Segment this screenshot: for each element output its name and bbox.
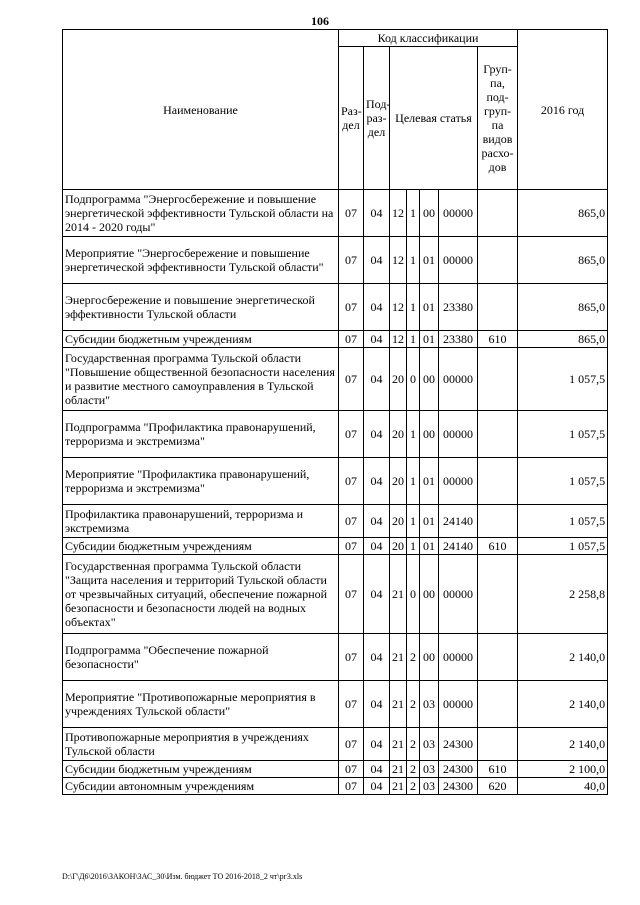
row-amount: 2 140,0 (518, 728, 608, 761)
row-target-event: 01 (420, 538, 439, 555)
row-expense-group: 610 (478, 761, 518, 778)
row-target-subprogram: 2 (407, 728, 420, 761)
row-subsection: 04 (364, 237, 390, 284)
row-expense-group: 620 (478, 778, 518, 795)
row-target-event: 00 (420, 555, 439, 634)
row-subsection: 04 (364, 284, 390, 331)
row-target-direction: 00000 (439, 555, 478, 634)
row-target-program: 21 (390, 761, 407, 778)
row-name: Профилактика правонарушений, терроризма и экстремизма (63, 505, 339, 538)
row-target-event: 03 (420, 778, 439, 795)
row-target-program: 12 (390, 284, 407, 331)
row-target-program: 21 (390, 681, 407, 728)
row-section: 07 (339, 555, 364, 634)
page-number: 106 (311, 14, 329, 28)
row-target-program: 12 (390, 190, 407, 237)
row-section: 07 (339, 411, 364, 458)
row-subsection: 04 (364, 458, 390, 505)
row-name: Мероприятие "Энергосбережение и повышение энергетической эффективности Тульской области" (63, 237, 339, 284)
row-target-direction: 00000 (439, 237, 478, 284)
row-target-program: 20 (390, 348, 407, 411)
header-group: Груп-па, под-груп-па видов расхо-дов (478, 47, 518, 190)
row-target-event: 00 (420, 348, 439, 411)
row-subsection: 04 (364, 190, 390, 237)
row-expense-group: 610 (478, 538, 518, 555)
budget-table (62, 29, 608, 795)
row-target-event: 01 (420, 505, 439, 538)
row-amount: 865,0 (518, 237, 608, 284)
row-target-event: 01 (420, 331, 439, 348)
row-target-subprogram: 0 (407, 348, 420, 411)
table-row (63, 348, 608, 411)
row-target-direction: 24140 (439, 538, 478, 555)
row-target-direction: 24300 (439, 778, 478, 795)
table-row (63, 505, 608, 538)
row-target-event: 01 (420, 237, 439, 284)
row-target-program: 21 (390, 778, 407, 795)
row-target-event: 03 (420, 761, 439, 778)
row-name: Подпрограмма "Профилактика правонарушений, терроризма и экстремизма" (63, 411, 339, 458)
row-section: 07 (339, 681, 364, 728)
row-section: 07 (339, 237, 364, 284)
row-expense-group: 610 (478, 331, 518, 348)
table-row (63, 237, 608, 284)
row-target-event: 00 (420, 190, 439, 237)
row-target-direction: 00000 (439, 348, 478, 411)
row-section: 07 (339, 761, 364, 778)
row-subsection: 04 (364, 681, 390, 728)
row-target-subprogram: 1 (407, 411, 420, 458)
row-subsection: 04 (364, 634, 390, 681)
table-body (63, 190, 608, 795)
row-target-subprogram: 2 (407, 681, 420, 728)
row-name: Субсидии бюджетным учреждениям (63, 331, 339, 348)
header-section: Раз-дел (339, 47, 364, 190)
row-section: 07 (339, 348, 364, 411)
row-target-program: 12 (390, 237, 407, 284)
header-code: Код классификации (339, 30, 518, 47)
row-amount: 1 057,5 (518, 411, 608, 458)
row-expense-group (478, 348, 518, 411)
row-section: 07 (339, 538, 364, 555)
row-amount: 40,0 (518, 778, 608, 795)
table-row (63, 555, 608, 634)
table-row (63, 458, 608, 505)
row-subsection: 04 (364, 331, 390, 348)
row-section: 07 (339, 728, 364, 761)
row-target-direction: 23380 (439, 331, 478, 348)
row-section: 07 (339, 505, 364, 538)
row-subsection: 04 (364, 778, 390, 795)
header-subsection: Под-раз-дел (364, 47, 390, 190)
row-amount: 1 057,5 (518, 538, 608, 555)
table-row (63, 538, 608, 555)
row-target-subprogram: 2 (407, 634, 420, 681)
row-expense-group (478, 505, 518, 538)
row-name: Государственная программа Тульской области "Защита населения и территорий Тульской области от чрезвычайных ситуаций, обеспечение пожарной безопасности и безопасности людей на водных объектах" (63, 555, 339, 634)
row-target-program: 21 (390, 634, 407, 681)
row-amount: 865,0 (518, 331, 608, 348)
row-expense-group (478, 284, 518, 331)
row-target-subprogram: 1 (407, 284, 420, 331)
row-subsection: 04 (364, 555, 390, 634)
row-subsection: 04 (364, 411, 390, 458)
row-subsection: 04 (364, 761, 390, 778)
row-expense-group (478, 237, 518, 284)
row-target-event: 00 (420, 634, 439, 681)
row-section: 07 (339, 778, 364, 795)
table-row (63, 728, 608, 761)
row-target-subprogram: 2 (407, 778, 420, 795)
row-target-program: 20 (390, 538, 407, 555)
row-expense-group (478, 728, 518, 761)
row-target-event: 03 (420, 681, 439, 728)
file-path-footer: D:\Г\Д6\2016\ЗАКОН\ЗАС_30\Изм. бюджет ТО 2016-2018_2 чт\рг3.xls (62, 872, 303, 881)
row-target-direction: 00000 (439, 681, 478, 728)
row-name: Субсидии бюджетным учреждениям (63, 538, 339, 555)
table-row (63, 411, 608, 458)
row-target-event: 00 (420, 411, 439, 458)
table-row (63, 190, 608, 237)
row-target-direction: 00000 (439, 634, 478, 681)
row-target-direction: 24300 (439, 761, 478, 778)
row-target-subprogram: 2 (407, 761, 420, 778)
table-row (63, 331, 608, 348)
row-target-direction: 00000 (439, 458, 478, 505)
table-row (63, 681, 608, 728)
header-target: Целевая статья (390, 47, 478, 190)
row-amount: 1 057,5 (518, 505, 608, 538)
row-target-direction: 23380 (439, 284, 478, 331)
row-target-program: 12 (390, 331, 407, 348)
row-target-program: 20 (390, 458, 407, 505)
row-section: 07 (339, 190, 364, 237)
row-target-direction: 00000 (439, 190, 478, 237)
row-expense-group (478, 634, 518, 681)
row-target-subprogram: 1 (407, 505, 420, 538)
table-row (63, 778, 608, 795)
row-amount: 1 057,5 (518, 458, 608, 505)
header-name: Наименование (63, 30, 339, 190)
row-section: 07 (339, 634, 364, 681)
table-row (63, 284, 608, 331)
table-row (63, 761, 608, 778)
row-target-event: 03 (420, 728, 439, 761)
header-year: 2016 год (518, 30, 608, 190)
row-expense-group (478, 681, 518, 728)
row-amount: 865,0 (518, 284, 608, 331)
row-expense-group (478, 555, 518, 634)
row-target-program: 21 (390, 728, 407, 761)
row-target-event: 01 (420, 458, 439, 505)
row-amount: 865,0 (518, 190, 608, 237)
row-target-program: 20 (390, 505, 407, 538)
row-name: Субсидии автономным учреждениям (63, 778, 339, 795)
row-name: Подпрограмма "Энергосбережение и повышение энергетической эффективности Тульской области на 2014 - 2020 годы" (63, 190, 339, 237)
row-name: Субсидии бюджетным учреждениям (63, 761, 339, 778)
row-amount: 2 140,0 (518, 681, 608, 728)
row-expense-group (478, 458, 518, 505)
row-expense-group (478, 190, 518, 237)
row-target-subprogram: 1 (407, 458, 420, 505)
row-target-subprogram: 1 (407, 538, 420, 555)
row-section: 07 (339, 458, 364, 505)
row-section: 07 (339, 331, 364, 348)
row-amount: 2 258,8 (518, 555, 608, 634)
row-subsection: 04 (364, 505, 390, 538)
table-row (63, 634, 608, 681)
row-target-direction: 00000 (439, 411, 478, 458)
row-target-program: 21 (390, 555, 407, 634)
row-name: Мероприятие "Противопожарные мероприятия в учреждениях Тульской области" (63, 681, 339, 728)
row-name: Противопожарные мероприятия в учреждениях Тульской области (63, 728, 339, 761)
row-target-subprogram: 1 (407, 190, 420, 237)
row-amount: 2 140,0 (518, 634, 608, 681)
row-name: Мероприятие "Профилактика правонарушений, терроризма и экстремизма" (63, 458, 339, 505)
row-name: Государственная программа Тульской области "Повышение общественной безопасности населения и развитие местного самоуправления в Тульской области" (63, 348, 339, 411)
row-target-event: 01 (420, 284, 439, 331)
row-subsection: 04 (364, 348, 390, 411)
row-subsection: 04 (364, 728, 390, 761)
row-target-subprogram: 0 (407, 555, 420, 634)
row-target-subprogram: 1 (407, 331, 420, 348)
row-amount: 2 100,0 (518, 761, 608, 778)
row-target-subprogram: 1 (407, 237, 420, 284)
row-amount: 1 057,5 (518, 348, 608, 411)
row-subsection: 04 (364, 538, 390, 555)
row-target-direction: 24300 (439, 728, 478, 761)
row-expense-group (478, 411, 518, 458)
row-target-direction: 24140 (439, 505, 478, 538)
row-target-program: 20 (390, 411, 407, 458)
row-name: Энергосбережение и повышение энергетической эффективности Тульской области (63, 284, 339, 331)
row-name: Подпрограмма "Обеспечение пожарной безопасности" (63, 634, 339, 681)
row-section: 07 (339, 284, 364, 331)
